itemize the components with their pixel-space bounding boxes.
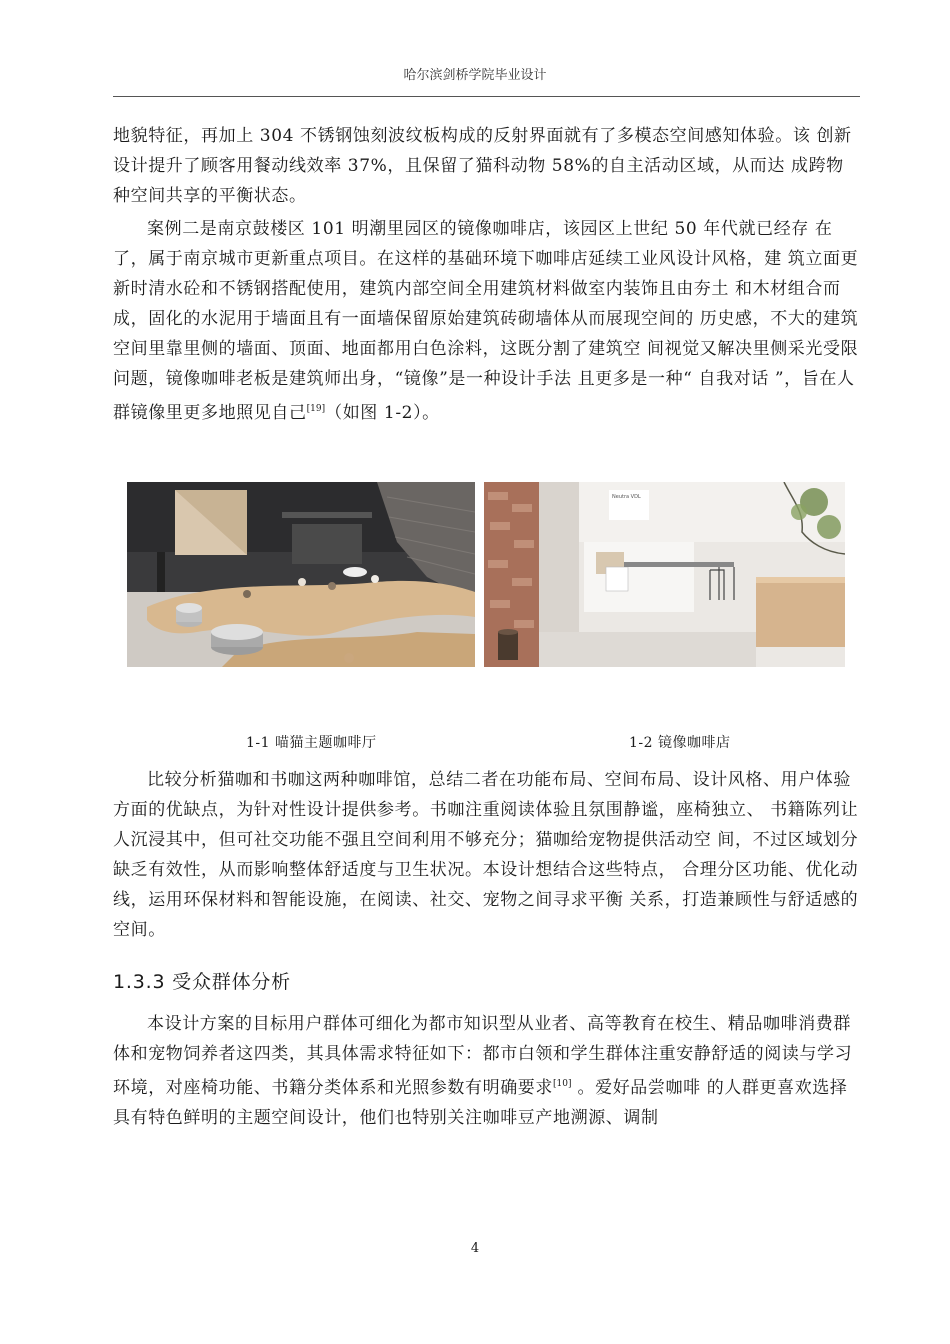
paragraph-2 — [113, 214, 860, 428]
figure-mirror-cafe — [484, 482, 845, 667]
paragraph-4-tail: 。爱好品尝咖啡 的人群更喜欢选择具有特色鲜明的主题空间设计，他们也特别关注咖啡豆产地溯源、调制 — [113, 1078, 848, 1128]
paragraph-2-text: 案例二是南京鼓楼区 101 明潮里园区的镜像咖啡店，该园区上世纪 50 年代就已经存 在了，属于南京城市更新重点项目。在这样的基础环境下咖啡店延续工业风设计风格，建 筑立面更新时清水砼和不锈钢搭配使用，建筑内部空间全用建筑材料做室内装饰且由夯土 和木材组合而成，固化的水泥用于墙面且有一面墙保留原始建筑砖砌墙体从而展现空间的 历史感，不大的建筑空间里靠里侧的墙面、顶面、地面都用白色涂料，这既分割了建筑空 间视觉又解决里侧采光受限问题，镜像咖啡老板是建筑师出身，“镜像”是一种设计手法 且更多是一种“ 自我对话 ”，旨在人群镜像里更多地照见自己 — [113, 219, 859, 423]
page-number: 4 — [470, 1241, 480, 1256]
figure-1-2-caption: 1-2 镜像咖啡店 — [629, 735, 731, 751]
paragraph-1-text: 地貌特征，再加上 304 不锈钢蚀刻波纹板构成的反射界面就有了多模态空间感知体验。该 创新设计提升了顾客用餐动线效率 37%，且保留了猫科动物 58%的自主活动区域，从而达 成跨物种空间共享的平衡状态。 — [113, 126, 852, 206]
cat-cafe-photo-icon — [127, 482, 475, 667]
paragraph-4-text: 本设计方案的目标用户群体可细化为都市知识型从业者、高等教育在校生、精品咖啡消费群体和宠物饲养者这四类，其具体需求特征如下：都市白领和学生群体注重安静舒适的阅读与学习环境，对座椅功能、书籍分类体系和光照参数有明确要求 — [113, 1014, 853, 1098]
paragraph-3 — [113, 765, 860, 945]
paragraph-4 — [113, 1009, 860, 1133]
paragraph-1 — [113, 121, 860, 211]
neutra-vdl-sign: Neutra VDL — [612, 494, 641, 500]
header-divider — [113, 96, 860, 97]
figure-1-1-caption: 1-1 喵猫主题咖啡厅 — [246, 735, 377, 751]
paragraph-2-tail: （如图 1-2）。 — [325, 403, 440, 423]
paragraph-3-text: 比较分析猫咖和书咖这两种咖啡馆，总结二者在功能布局、空间布局、设计风格、用户体验方面的优缺点，为针对性设计提供参考。书咖注重阅读体验且氛围静谧，座椅独立、 书籍陈列让人沉浸其中，但可社交功能不强且空间利用不够充分；猫咖给宠物提供活动空 间，不过区域划分缺乏有效性，从而影响整体舒适度与卫生状况。本设计想结合这些特点， 合理分区功能、优化动线，运用环保材料和智能设施，在阅读、社交、宠物之间寻求平衡 关系，打造兼顾性与舒适感的空间。 — [113, 770, 859, 940]
figure-cat-cafe — [127, 482, 475, 667]
section-heading: 1.3.3 受众群体分析 — [113, 971, 291, 993]
mirror-cafe-photo-icon — [484, 482, 845, 667]
page-header: 哈尔滨剑桥学院毕业设计 — [403, 68, 547, 83]
citation-19: [19] — [306, 404, 326, 414]
citation-10: [10] — [553, 1079, 572, 1089]
